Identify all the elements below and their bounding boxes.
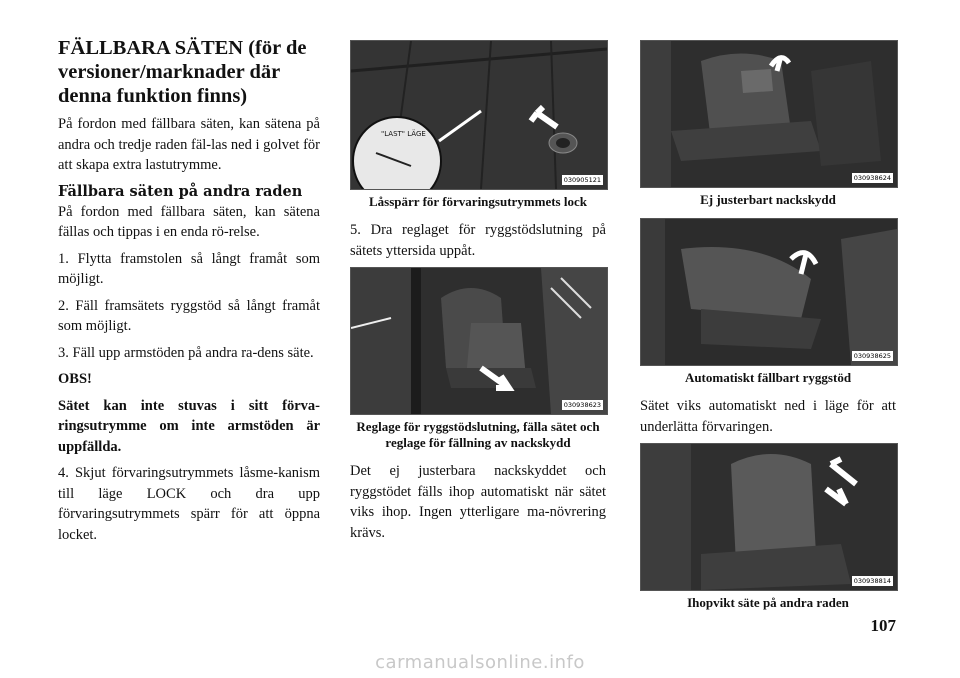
step-1: 1. Flytta framstolen så långt framåt som möjligt. — [58, 250, 320, 287]
last-lage-label: "LAST" LÄGE — [381, 130, 426, 138]
step-3: 3. Fäll upp armstöden på andra ra-dens säte. — [58, 344, 314, 361]
figure-code: 030938814 — [853, 577, 891, 585]
text-column-right — [640, 40, 896, 621]
folded-seat-photo — [641, 444, 897, 590]
figure-caption: Låsspärr för förvaringsutrymmets lock — [369, 194, 587, 209]
figure-code: 030905121 — [563, 176, 601, 184]
section-title: FÄLLBARA SÄTEN (för de versioner/marknader där denna funktion finns) — [58, 37, 307, 107]
text-column-left — [58, 36, 320, 551]
figure-caption: Automatiskt fällbart ryggstöd — [684, 370, 852, 385]
figure-storage-latch — [350, 40, 608, 190]
subintro-paragraph: På fordon med fällbara säten, kan sätena fällas och tippas i en enda rö-relse. — [58, 203, 320, 240]
auto-fold-backrest-photo — [641, 219, 897, 365]
figure-auto-fold-backrest — [640, 218, 898, 366]
figure-caption: Ej justerbart nackskydd — [700, 192, 836, 207]
headrest-paragraph: Det ej justerbara nackskyddet och ryggstödet fälls ihop automatiskt när sätet viks ihop. Ingen ytterligare ma-növrering krävs. — [350, 463, 606, 541]
figure-folded-seat — [640, 443, 898, 591]
figure-fixed-headrest — [640, 40, 898, 188]
figure-caption: Reglage för ryggstödslutning, fälla sätet och reglage för fällning av nackskydd — [356, 419, 600, 450]
intro-paragraph: På fordon med fällbara säten, kan sätena på andra och tredje raden fäl-las ned i golvet för att skapa extra lastutrymme. — [58, 116, 320, 173]
figure-code: 030938624 — [853, 174, 891, 182]
storage-latch-photo — [351, 41, 607, 189]
step-4: 4. Skjut förvaringsutrymmets låsme-kanism till läge LOCK och dra upp förvaringsutrymmets spärr för att öppna locket. — [58, 465, 320, 543]
step-5: 5. Dra reglaget för ryggstödslutning på sätets yttersida uppåt. — [350, 222, 606, 259]
figure-recline-lever — [350, 267, 608, 415]
fold-paragraph: Sätet viks automatiskt ned i läge för att underlätta förvaringen. — [640, 398, 896, 435]
fixed-headrest-photo — [641, 41, 897, 187]
note-label: OBS! — [58, 371, 92, 387]
figure-caption: Ihopvikt säte på andra raden — [687, 595, 849, 610]
subheading: Fällbara säten på andra raden — [58, 182, 303, 200]
figure-code: 030938625 — [853, 352, 891, 360]
note-text: Sätet kan inte stuvas i sitt förva-ringsutrymme om inte armstöden är uppfällda. — [58, 397, 320, 455]
watermark: carmanualsonline.info — [375, 652, 585, 673]
figure-code: 030938623 — [563, 401, 601, 409]
page-number: 107 — [870, 616, 896, 635]
recline-lever-photo — [351, 268, 607, 414]
step-2: 2. Fäll framsätets ryggstöd så långt framåt som möjligt. — [58, 297, 320, 334]
text-column-middle — [350, 40, 606, 549]
